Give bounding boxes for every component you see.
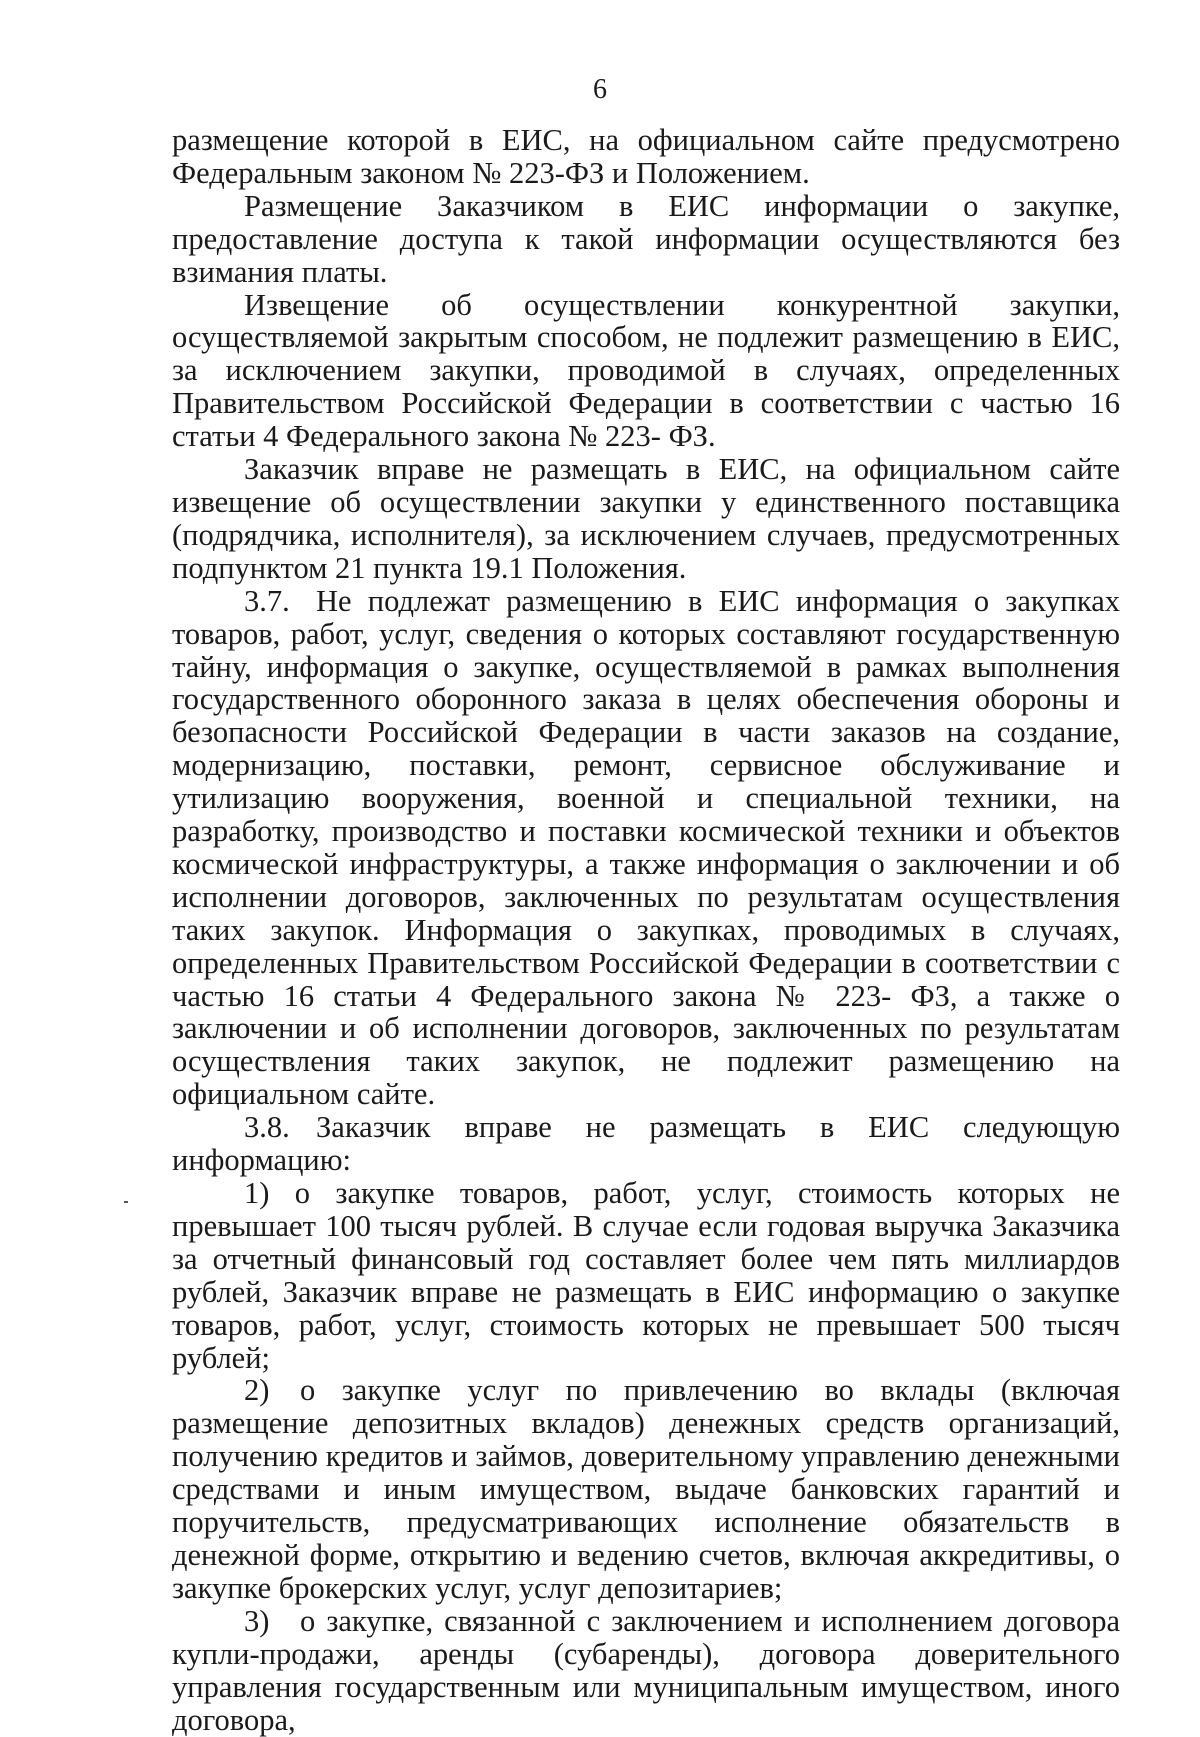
paragraph: Заказчик вправе не размещать в ЕИС, на официальном сайте извещение об осуществлении закупки у единственного поставщика (подрядчика, исполнителя), за исключением случаев, предусмотренных подпунктом 21 пункта 19.1 Положения.	[172, 452, 1120, 585]
list-item	[172, 1374, 1120, 1604]
item-number: 2)	[244, 1373, 270, 1408]
clause-number: 3.8.	[244, 1110, 290, 1145]
list-item	[172, 1605, 1120, 1737]
scan-artifact	[124, 1201, 128, 1203]
item-text: о закупке услуг по привлечению во вклады (включая размещение депозитных вкладов) денежных средств организаций, получению кредитов и займов, доверительному управлению денежными средствами и иным имуществом, выдаче банковских гарантий и поручительств, предусматривающих исполнение обязательств в денежной форме, открытию и ведению счетов, включая аккредитивы, о закупке брокерских услуг, услуг депозитариев;	[172, 1373, 1120, 1605]
page-number: 6	[593, 74, 607, 105]
clause-text: Не подлежат размещению в ЕИС информация о закупках товаров, работ, услуг, сведения о которых составляют государственную тайну, информация о закупке, осуществляемой в рамках выполнения государственного оборонного заказа в целях обеспечения обороны и безопасности Российской Федерации в части заказов на создание, модернизацию, поставки, ремонт, сервисное обслуживание и утилизацию вооружения, военной и специальной техники, на разработку, производство и поставки космической техники и объектов космической инфраструктуры, а также информация о заключении и об исполнении договоров, заключенных по результатам осуществления таких закупок. Информация о закупках, проводимых в случаях, определенных Правительством Российской Федерации в соответствии с частью 16 статьи 4 Федерального закона № 223- ФЗ, а также о заключении и об исполнении договоров, заключенных по результатам осуществления таких закупок, не подлежит размещению на официальном сайте.	[172, 583, 1120, 1112]
list-item	[172, 1177, 1120, 1374]
item-number: 3)	[244, 1603, 270, 1638]
clause-number: 3.7.	[244, 583, 290, 618]
clause-3-8	[172, 1111, 1120, 1177]
item-number: 1)	[244, 1176, 270, 1210]
clause-text: Заказчик вправе не размещать в ЕИС следующую информацию:	[172, 1110, 1120, 1178]
item-text: о закупке, связанной с заключением и исполнением договора купли-продажи, аренды (субаренды), договора доверительного управления государственным или муниципальным имуществом, иного договора,	[172, 1603, 1120, 1737]
paragraph: Извещение об осуществлении конкурентной закупки, осуществляемой закрытым способом, не подлежит размещению в ЕИС, за исключением закупки, проводимой в случаях, определенных Правительством Российской Федерации в соответствии с частью 16 статьи 4 Федерального закона № 223- ФЗ.	[172, 287, 1120, 454]
document-body	[172, 124, 1120, 1736]
item-text: о закупке товаров, работ, услуг, стоимость которых не превышает 100 тысяч рублей. В случае если годовая выручка Заказчика за отчетный финансовый год составляет более чем пять миллиардов рублей, Заказчик вправе не размещать в ЕИС информацию о закупке товаров, работ, услуг, стоимость которых не превышает 500 тысяч рублей;	[172, 1176, 1121, 1375]
paragraph: размещение которой в ЕИС, на официальном сайте предусмотрено Федеральным законом № 223-ФЗ и Положением.	[172, 123, 1120, 190]
clause-3-7	[172, 585, 1120, 1112]
paragraph: Размещение Заказчиком в ЕИС информации о закупке, предоставление доступа к такой информации осуществляются без взимания платы.	[172, 188, 1120, 289]
